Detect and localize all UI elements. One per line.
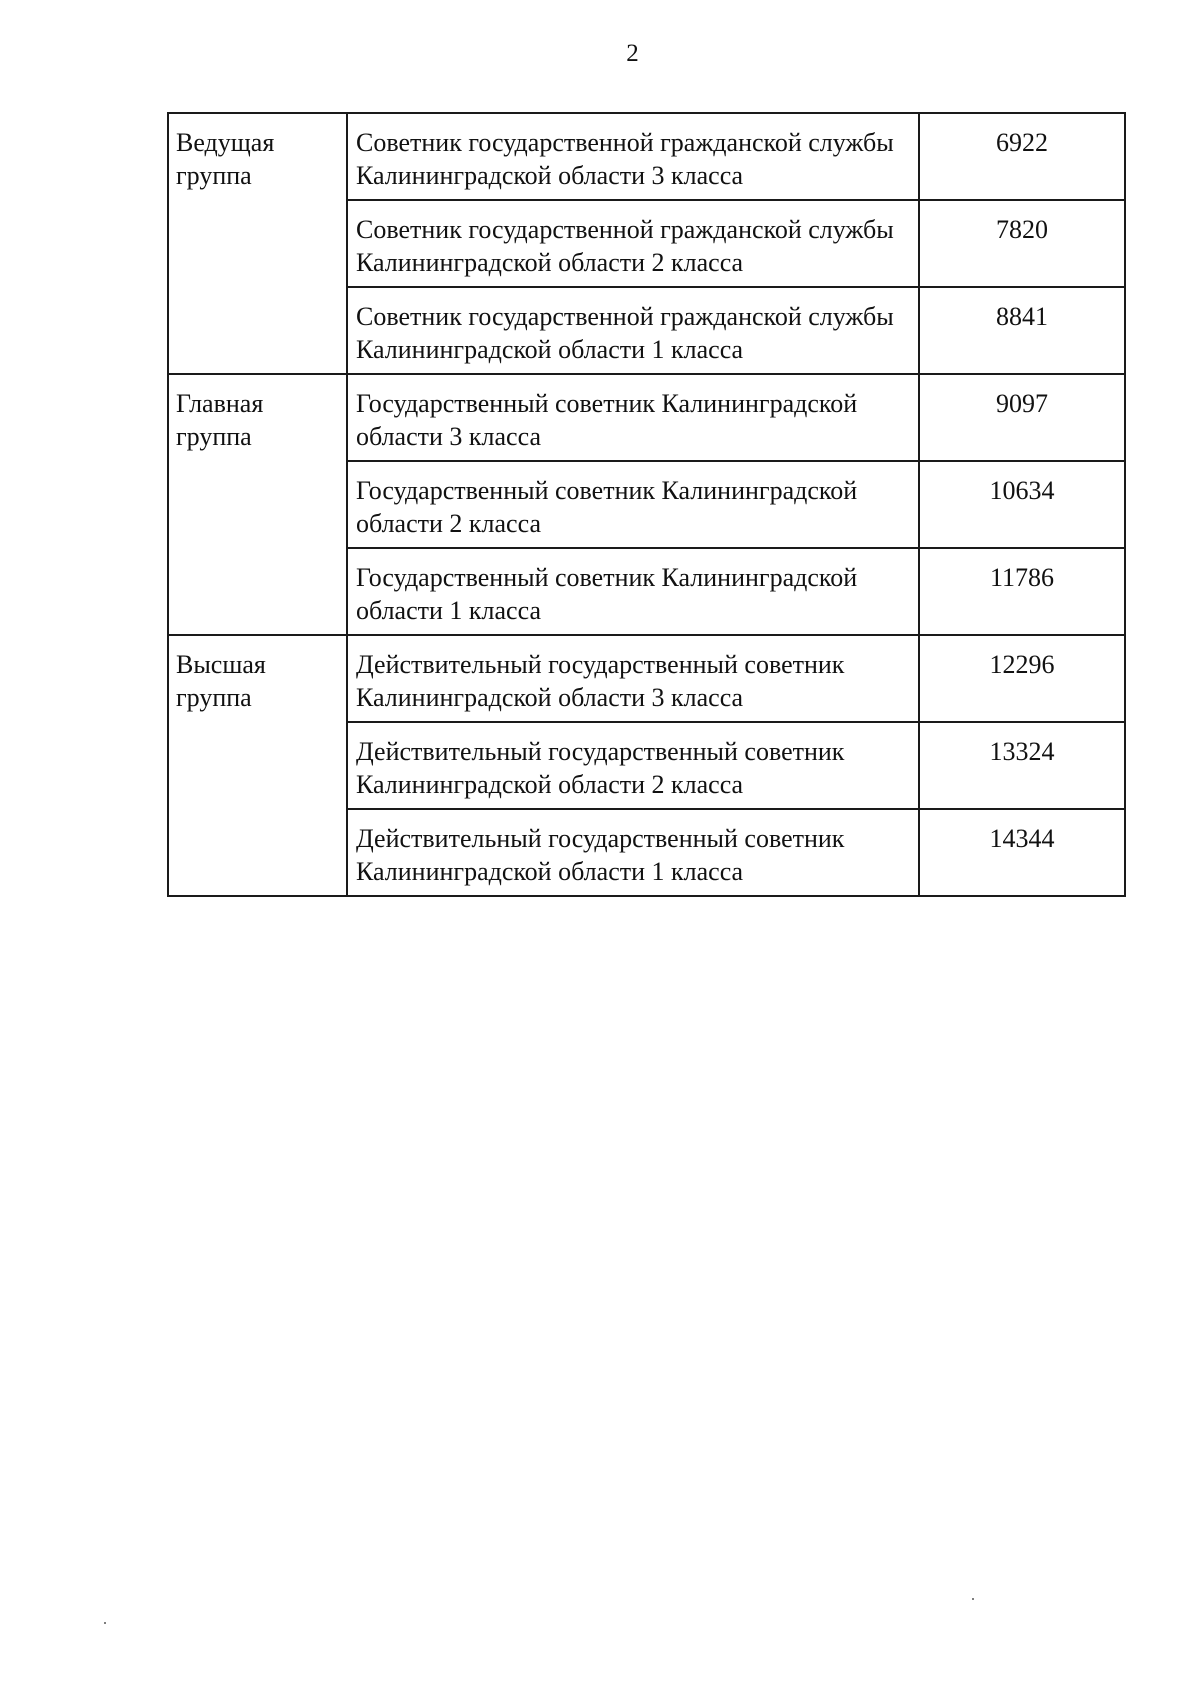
table-row (168, 374, 1125, 461)
rank-title-cell: Действительный государственный советник Калининградской области 1 класса (347, 809, 919, 896)
salary-value-cell: 9097 (919, 374, 1125, 461)
salary-value-cell: 12296 (919, 635, 1125, 722)
page-number: 2 (626, 40, 639, 67)
table-row (168, 113, 1125, 200)
rank-title-cell: Советник государственной гражданской службы Калининградской области 1 класса (347, 287, 919, 374)
rank-title-cell: Советник государственной гражданской службы Калининградской области 2 класса (347, 200, 919, 287)
rank-title-cell: Советник государственной гражданской службы Калининградской области 3 класса (347, 113, 919, 200)
group-name-cell: Высшая группа (168, 635, 347, 896)
scan-speck (104, 1622, 106, 1624)
salary-value-cell: 10634 (919, 461, 1125, 548)
salary-value-cell: 13324 (919, 722, 1125, 809)
group-name-cell: Главная группа (168, 374, 347, 635)
rank-title-cell: Действительный государственный советник Калининградской области 3 класса (347, 635, 919, 722)
group-name-cell: Ведущая группа (168, 113, 347, 374)
scan-speck (972, 1598, 974, 1600)
salary-value-cell: 14344 (919, 809, 1125, 896)
class-rank-salary-table (167, 112, 1126, 897)
salary-value-cell: 8841 (919, 287, 1125, 374)
table-row (168, 635, 1125, 722)
rank-title-cell: Государственный советник Калининградской области 2 класса (347, 461, 919, 548)
salary-value-cell: 7820 (919, 200, 1125, 287)
rank-title-cell: Действительный государственный советник Калининградской области 2 класса (347, 722, 919, 809)
rank-title-cell: Государственный советник Калининградской области 1 класса (347, 548, 919, 635)
rank-title-cell: Государственный советник Калининградской области 3 класса (347, 374, 919, 461)
salary-value-cell: 6922 (919, 113, 1125, 200)
salary-value-cell: 11786 (919, 548, 1125, 635)
